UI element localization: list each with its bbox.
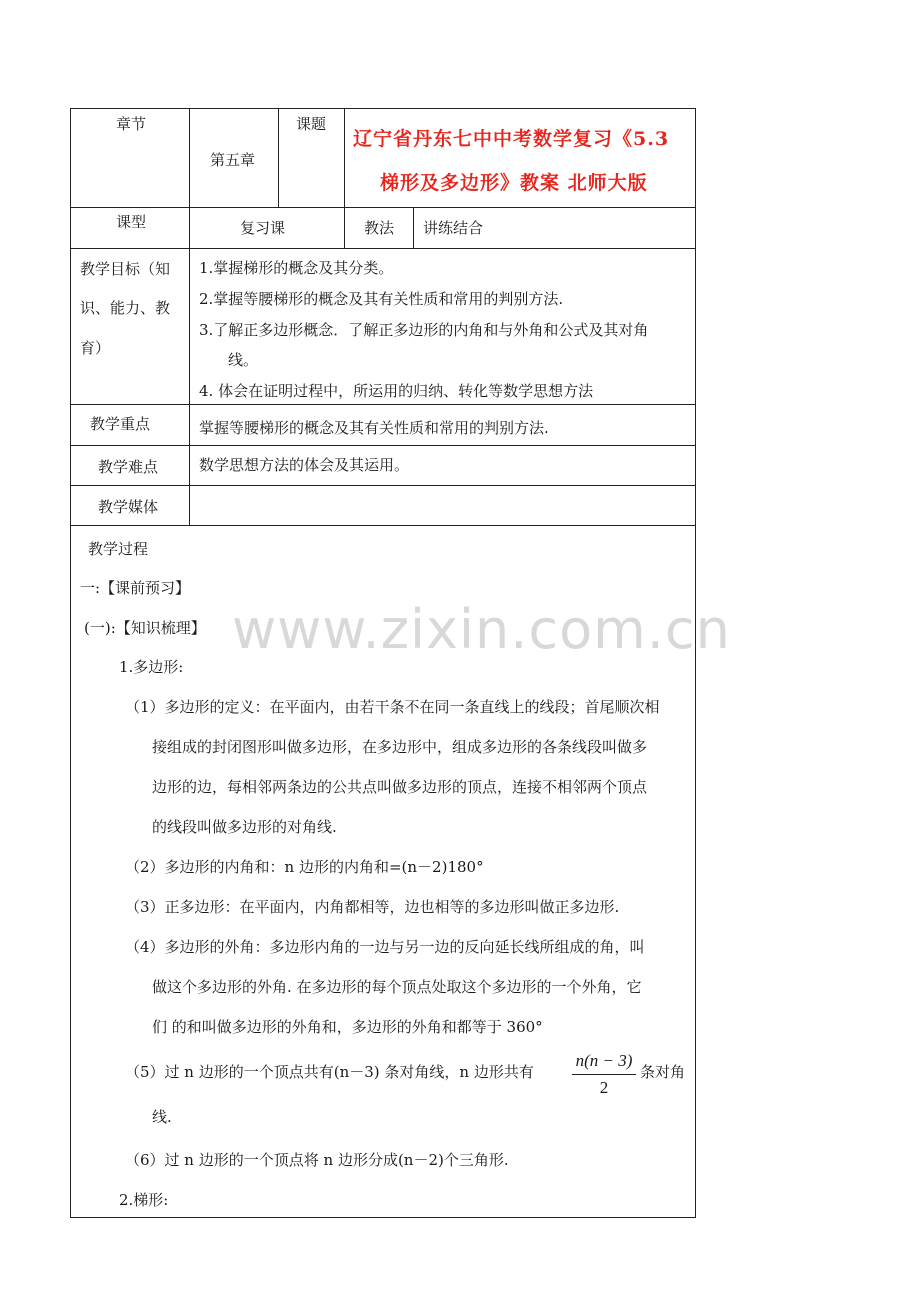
method-label: 教法 bbox=[364, 219, 395, 237]
part-heading: 一:【课前预习】 bbox=[80, 579, 191, 597]
sub-heading: (一):【知识梳理】 bbox=[84, 619, 206, 637]
col-divider bbox=[344, 108, 345, 249]
watermark: www.zixin.com.cn bbox=[232, 598, 731, 661]
col-divider bbox=[413, 207, 414, 249]
col-divider bbox=[278, 108, 279, 208]
objective-item: 3.了解正多边形概念．了解正多边形的内角和与外角和公式及其对角 bbox=[199, 321, 649, 339]
objectives-label: 育） bbox=[80, 339, 111, 357]
difficulty-label: 教学难点 bbox=[98, 458, 159, 476]
row-divider bbox=[70, 404, 696, 405]
lesson-title-line1: 辽宁省丹东七中中考数学复习《5.3 bbox=[353, 128, 670, 150]
topic-label: 课题 bbox=[296, 115, 327, 133]
trapezoid-title: 2.梯形: bbox=[119, 1191, 169, 1209]
content-line: 的线段叫做多边形的对角线. bbox=[152, 818, 337, 836]
chapter-label: 章节 bbox=[116, 115, 147, 133]
objectives-label: 识、能力、教 bbox=[80, 299, 171, 317]
col-divider bbox=[189, 108, 190, 525]
lesson-title-line2: 梯形及多边形》教案 北师大版 bbox=[380, 172, 648, 194]
content-line: （6）过 n 边形的一个顶点将 n 边形分成(n－2)个三角形. bbox=[125, 1151, 509, 1169]
row-divider bbox=[70, 525, 696, 526]
polygon-title: 1.多边形: bbox=[119, 658, 184, 676]
media-label: 教学媒体 bbox=[98, 498, 159, 516]
row-divider bbox=[70, 207, 696, 208]
row-divider bbox=[70, 445, 696, 446]
objective-item: 线。 bbox=[228, 351, 259, 369]
process-heading: 教学过程 bbox=[88, 540, 149, 558]
content-line: 边形的边，每相邻两条边的公共点叫做多边形的顶点，连接不相邻两个顶点 bbox=[152, 778, 648, 796]
fraction-bar bbox=[572, 1074, 636, 1075]
formula-numerator: n(n − 3) bbox=[575, 1051, 633, 1070]
row-divider bbox=[70, 248, 696, 249]
content-line: （3）正多边形：在平面内，内角都相等，边也相等的多边形叫做正多边形. bbox=[125, 898, 620, 916]
objective-item: 1.掌握梯形的概念及其分类。 bbox=[199, 259, 394, 277]
content-line: 做这个多边形的外角. 在多边形的每个顶点处取这个多边形的一个外角，它 bbox=[152, 978, 642, 996]
content-line: 们 的和叫做多边形的外角和，多边形的外角和都等于 360° bbox=[152, 1018, 543, 1036]
type-label: 课型 bbox=[116, 213, 147, 231]
content-line: 线. bbox=[152, 1108, 172, 1126]
content-line: （4）多边形的外角：多边形内角的一边与另一边的反向延长线所组成的角，叫 bbox=[125, 938, 645, 956]
method-value: 讲练结合 bbox=[423, 219, 484, 237]
content-line: （5）过 n 边形的一个顶点共有(n－3) 条对角线，n 边形共有 bbox=[125, 1063, 534, 1081]
formula-denominator: 2 bbox=[599, 1078, 609, 1097]
content-line: （1）多边形的定义：在平面内，由若干条不在同一条直线上的线段；首尾顺次相 bbox=[125, 698, 660, 716]
chapter-value: 第五章 bbox=[210, 151, 256, 169]
difficulty-value: 数学思想方法的体会及其运用。 bbox=[199, 456, 410, 474]
type-value: 复习课 bbox=[240, 219, 286, 237]
key-point-value: 掌握等腰梯形的概念及其有关性质和常用的判别方法. bbox=[199, 419, 549, 437]
objectives-label: 教学目标（知 bbox=[80, 260, 171, 278]
content-line: 条对角 bbox=[640, 1063, 686, 1081]
diagonal-count-formula bbox=[572, 1050, 636, 1099]
objective-item: 2.掌握等腰梯形的概念及其有关性质和常用的判别方法. bbox=[199, 290, 564, 308]
row-divider bbox=[70, 485, 696, 486]
content-line: （2）多边形的内角和：n 边形的内角和=(n－2)180° bbox=[125, 858, 484, 876]
key-point-label: 教学重点 bbox=[90, 415, 151, 433]
objective-item: 4. 体会在证明过程中，所运用的归纳、转化等数学思想方法 bbox=[199, 382, 594, 400]
content-line: 接组成的封闭图形叫做多边形，在多边形中，组成多边形的各条线段叫做多 bbox=[152, 738, 648, 756]
